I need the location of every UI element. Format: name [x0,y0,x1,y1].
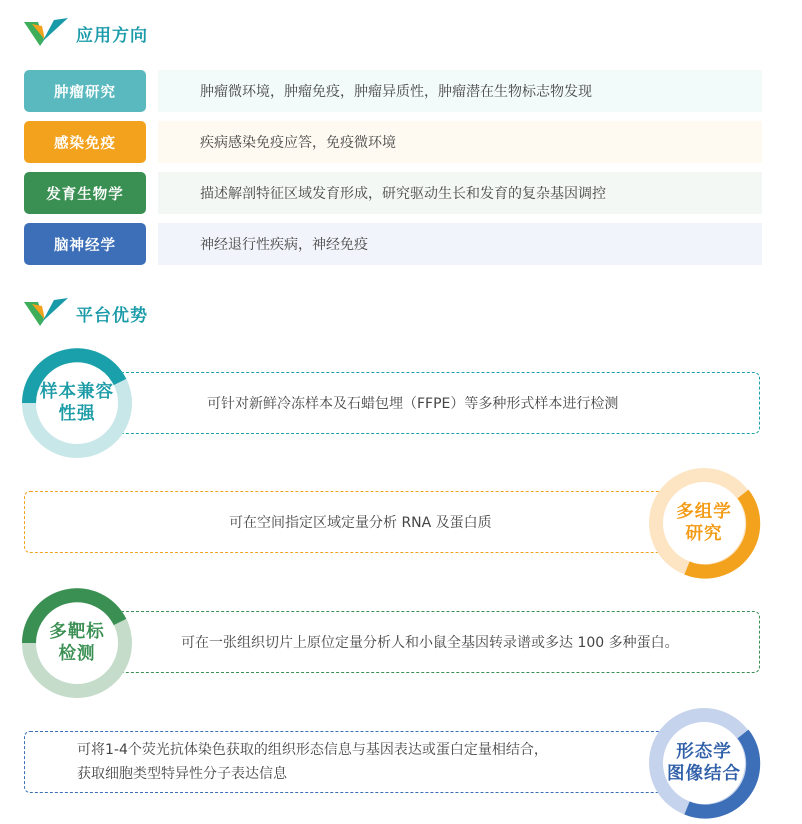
advantage-desc: 可在空间指定区域定量分析 RNA 及蛋白质 [229,515,492,531]
application-row [24,223,762,265]
application-tag: 发育生物学 [24,172,146,214]
advantage-desc-box [24,731,674,793]
advantage-desc-line: 可将1-4个荧光抗体染色获取的组织形态信息与基因表达或蛋白定量相结合， [77,742,548,758]
advantage-desc: 可针对新鲜冷冻样本及石蜡包埋（FFPE）等多种形式样本进行检测 [207,396,619,412]
application-desc: 神经退行性疾病，神经免疫 [158,223,762,265]
application-row [24,121,762,163]
checkmark-logo-icon [24,298,68,328]
advantage-label: 多组学 研究 [676,502,732,544]
application-tag: 感染免疫 [24,121,146,163]
advantage-label: 形态学 图像结合 [667,742,741,784]
application-desc: 疾病感染免疫应答，免疫微环境 [158,121,762,163]
application-desc: 肿瘤微环境，肿瘤免疫，肿瘤异质性，肿瘤潜在生物标志物发现 [158,70,762,112]
advantage-desc: 可在一张组织切片上原位定量分析人和小鼠全基因转录谱或多达 100 多种蛋白。 [181,635,679,651]
section-header-application [24,18,148,48]
advantage-desc-box [110,372,760,434]
application-tag: 脑神经学 [24,223,146,265]
application-desc: 描述解剖特征区域发育形成，研究驱动生长和发育的复杂基因调控 [158,172,762,214]
advantage-desc-line: 获取细胞类型特异性分子表达信息 [77,766,287,782]
application-row [24,70,762,112]
advantage-label: 样本兼容 性强 [40,382,114,424]
application-tag: 肿瘤研究 [24,70,146,112]
section-title: 平台优势 [76,305,148,326]
section-title: 应用方向 [76,25,148,46]
section-header-advantage [24,298,148,328]
advantage-desc-box [24,491,674,553]
advantage-label: 多靶标 检测 [49,622,105,664]
advantage-desc-box [110,611,760,673]
checkmark-logo-icon [24,18,68,48]
application-row [24,172,762,214]
